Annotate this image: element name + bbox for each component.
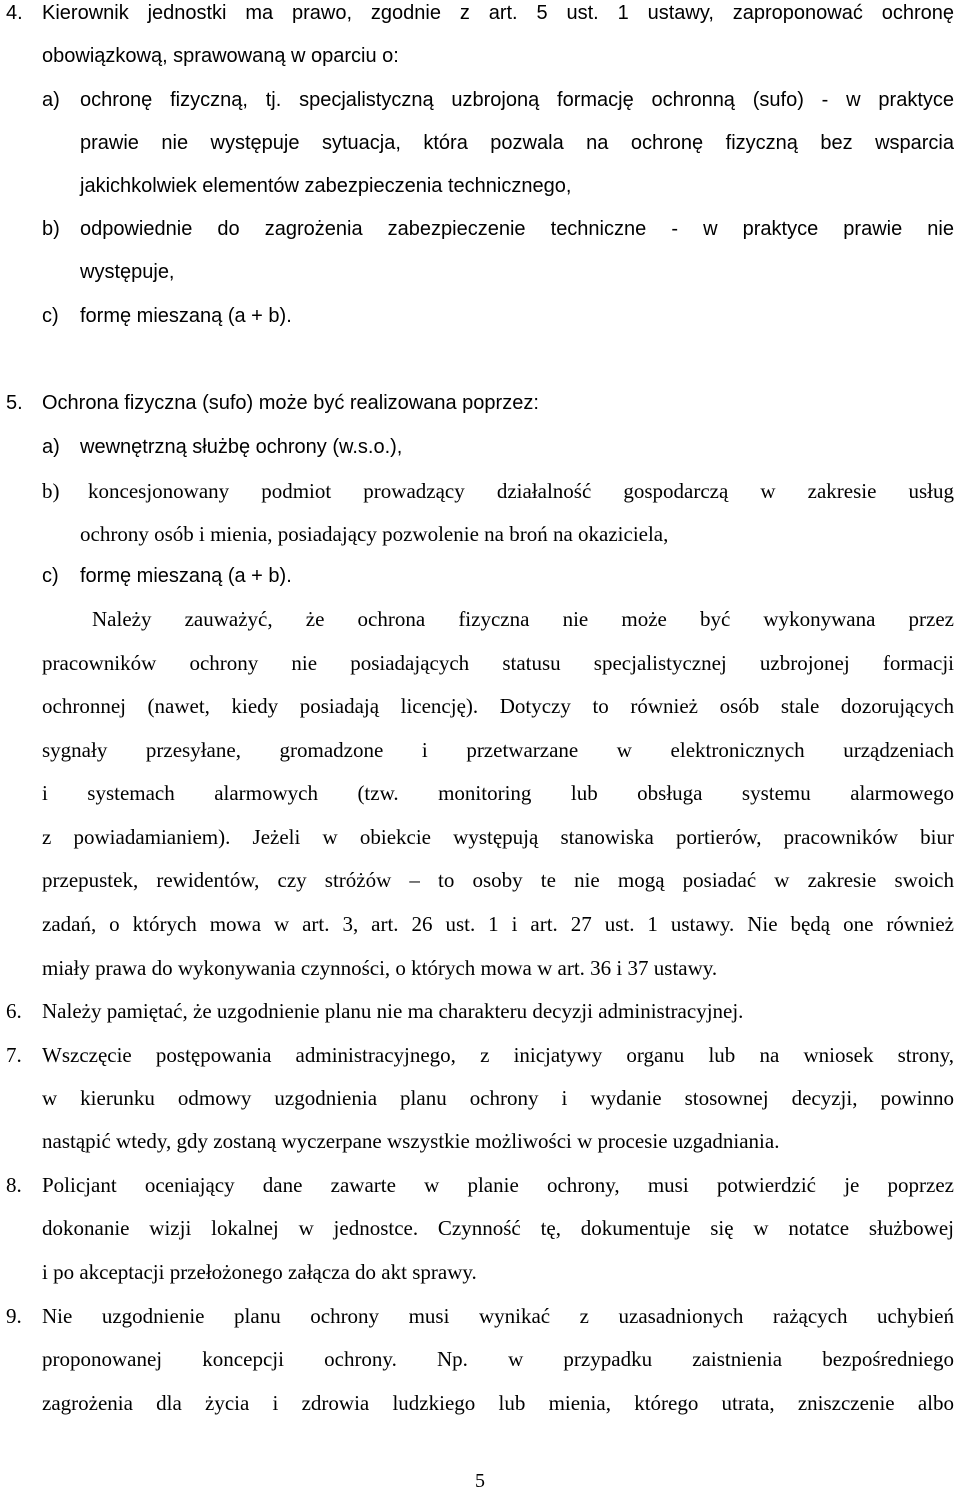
item-4c-label: c)	[42, 305, 59, 327]
item-7-number: 7.	[6, 1043, 22, 1067]
item-4-number: 4.	[6, 2, 23, 24]
item-5-para-line-9: miały prawa do wykonywania czynności, o których mowa w art. 36 i 37 ustawy.	[42, 956, 718, 980]
item-8-line-1: Policjant oceniający dane zawarte w planie ochrony, musi potwierdzić je poprzez	[42, 1173, 954, 1197]
item-4a-line-1: ochronę fizyczną, tj. specjalistyczną uzbrojoną formację ochronną (sufo) - w praktyce	[80, 89, 954, 111]
item-4a-line-3: jakichkolwiek elementów zabezpieczenia technicznego,	[80, 175, 572, 197]
item-8-number: 8.	[6, 1173, 22, 1197]
item-5-para-line-8: zadań, o których mowa w art. 3, art. 26 ust. 1 i art. 27 ust. 1 ustawy. Nie będą one również	[42, 912, 954, 936]
item-4b-line-2: występuje,	[80, 261, 175, 283]
item-4-line-1: Kierownik jednostki ma prawo, zgodnie z art. 5 ust. 1 ustawy, zaproponować ochronę	[42, 2, 954, 24]
item-4b-line-1: odpowiednie do zagrożenia zabezpieczenie techniczne - w praktyce prawie nie	[80, 218, 954, 240]
item-7-line-2: w kierunku odmowy uzgodnienia planu ochrony i wydanie stosownej decyzji, powinno	[42, 1086, 954, 1110]
page-number: 5	[475, 1470, 485, 1492]
item-4a-line-2: prawie nie występuje sytuacja, która pozwala na ochronę fizyczną bez wsparcia	[80, 132, 954, 154]
item-9-line-3: zagrożenia dla życia i zdrowia ludzkiego lub mienia, którego utrata, zniszczenie albo	[42, 1391, 954, 1415]
item-5b-line-2: ochrony osób i mienia, posiadający pozwolenie na broń na okaziciela,	[80, 522, 669, 546]
item-4a-label: a)	[42, 89, 60, 111]
item-5-para-line-1: Należy zauważyć, że ochrona fizyczna nie może być wykonywana przez	[92, 607, 954, 631]
item-6-line-1: Należy pamiętać, że uzgodnienie planu nie ma charakteru decyzji administracyjnej.	[42, 999, 744, 1023]
item-4c-line-1: formę mieszaną (a + b).	[80, 305, 292, 327]
item-9-number: 9.	[6, 1304, 22, 1328]
item-5-para-line-6: z powiadamianiem). Jeżeli w obiekcie występują stanowiska portierów, pracowników biur	[42, 825, 954, 849]
item-5-para-line-3: ochronnej (nawet, kiedy posiadają licencję). Dotyczy to również osób stale dozorujących	[42, 694, 954, 718]
item-5-para-line-2: pracowników ochrony nie posiadających statusu specjalistycznej uzbrojonej formacji	[42, 651, 954, 675]
item-9-line-1: Nie uzgodnienie planu ochrony musi wynikać z uzasadnionych rażących uchybień	[42, 1304, 954, 1328]
item-8-line-3: i po akceptacji przełożonego załącza do akt sprawy.	[42, 1260, 477, 1284]
item-7-line-3: nastąpić wtedy, gdy zostaną wyczerpane wszystkie możliwości w procesie uzgadniania.	[42, 1129, 780, 1153]
item-7-line-1: Wszczęcie postępowania administracyjnego, z inicjatywy organu lub na wniosek strony,	[42, 1043, 954, 1067]
item-4-line-2: obowiązkową, sprawowaną w oparciu o:	[42, 45, 399, 67]
item-4b-label: b)	[42, 218, 60, 240]
item-9-line-2: proponowanej koncepcji ochrony. Np. w przypadku zaistnienia bezpośredniego	[42, 1347, 954, 1371]
item-5-para-line-5: i systemach alarmowych (tzw. monitoring lub obsługa systemu alarmowego	[42, 781, 954, 805]
item-5-para-line-7: przepustek, rewidentów, czy stróżów – to osoby te nie mogą posiadać w zakresie swoich	[42, 868, 954, 892]
item-5c-line-1: formę mieszaną (a + b).	[80, 565, 292, 587]
item-5-number: 5.	[6, 392, 23, 414]
item-8-line-2: dokonanie wizji lokalnej w jednostce. Czynność tę, dokumentuje się w notatce służbowej	[42, 1216, 954, 1240]
item-5b-label: b)	[42, 479, 60, 503]
item-5a-label: a)	[42, 436, 60, 458]
item-5b-line-1: koncesjonowany podmiot prowadzący działalność gospodarczą w zakresie usług	[88, 479, 954, 503]
item-6-number: 6.	[6, 999, 22, 1023]
item-5-line-1: Ochrona fizyczna (sufo) może być realizowana poprzez:	[42, 392, 539, 414]
item-5a-line-1: wewnętrzną służbę ochrony (w.s.o.),	[80, 436, 403, 458]
item-5c-label: c)	[42, 565, 59, 587]
item-5-para-line-4: sygnały przesyłane, gromadzone i przetwarzane w elektronicznych urządzeniach	[42, 738, 954, 762]
